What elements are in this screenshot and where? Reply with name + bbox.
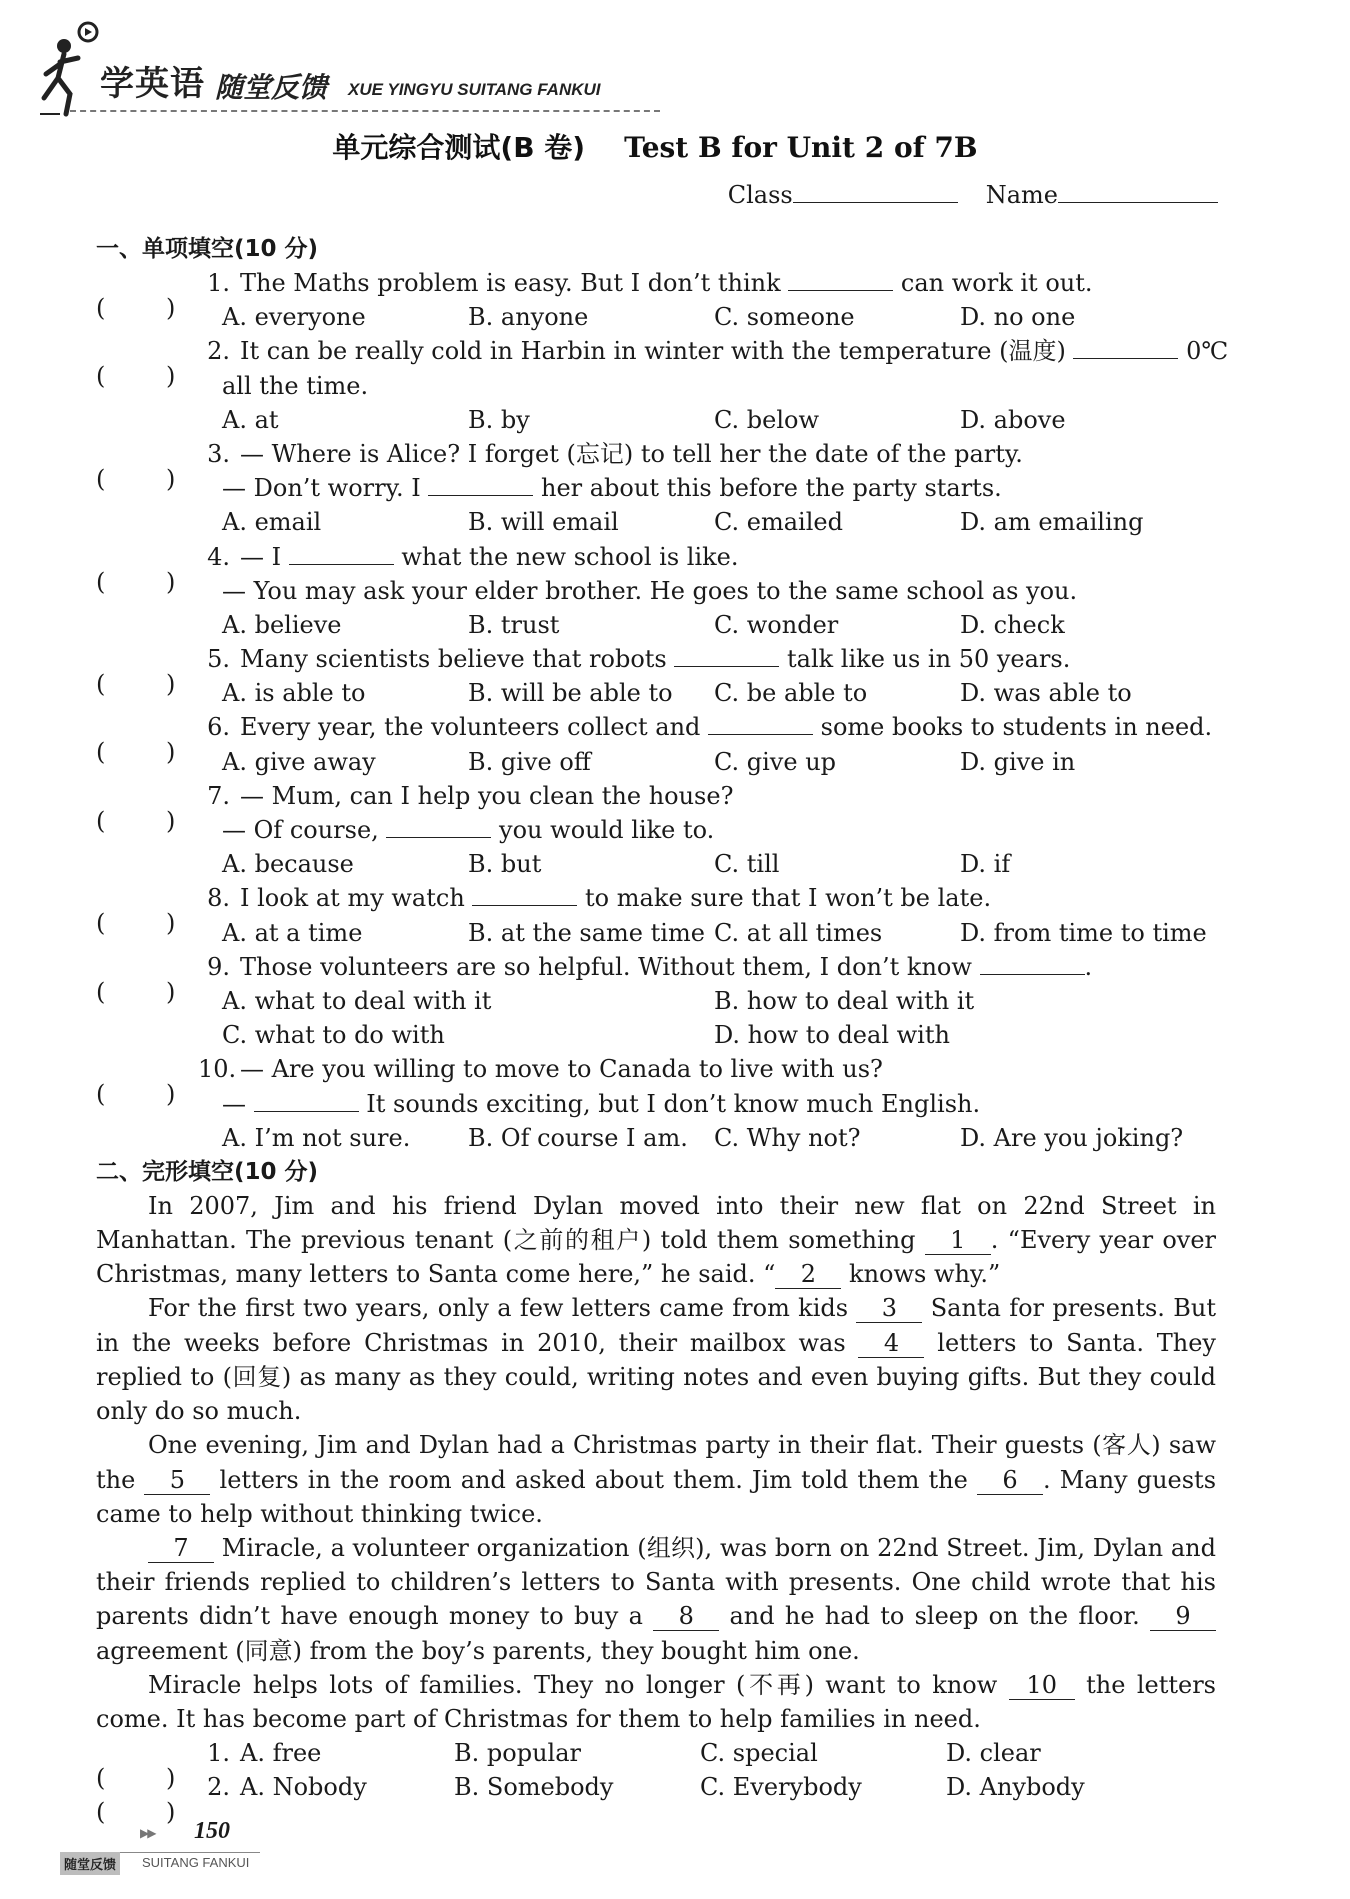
options-row — [96, 676, 1216, 710]
option: C. someone — [714, 303, 855, 332]
question-text: It sounds exciting, but I don’t know much English. — [358, 1089, 981, 1118]
option: A. is able to — [222, 679, 366, 708]
options-row — [96, 608, 1216, 642]
options-row — [96, 1018, 1216, 1052]
cloze-blank[interactable]: 8 — [653, 1602, 719, 1631]
passage-paragraph — [96, 1291, 1216, 1428]
question-row — [96, 1770, 1216, 1804]
question-number: 2. — [207, 1773, 230, 1802]
question-number: 1. — [207, 269, 230, 297]
question-number: 3. — [207, 439, 230, 468]
header-divider — [70, 110, 660, 112]
question-number: 10. — [198, 1055, 237, 1084]
class-field[interactable] — [793, 180, 958, 203]
question-text: — I — [240, 542, 289, 571]
option: D. how to deal with — [714, 1021, 950, 1050]
cloze-blank[interactable]: 3 — [856, 1294, 922, 1323]
class-label: Class — [727, 181, 793, 209]
option: A. I’m not sure. — [222, 1123, 411, 1152]
question-row — [96, 710, 1216, 744]
passage-paragraph — [96, 1668, 1216, 1736]
question-row — [96, 642, 1216, 676]
question-text: all the time. — [222, 371, 369, 400]
option: C. give up — [714, 747, 837, 776]
answer-blank[interactable] — [1073, 334, 1178, 359]
passage-text: Santa for presents. But in the weeks before Christmas in 2010, their mailbox was — [96, 1294, 1216, 1357]
option: D. Are you joking? — [960, 1123, 1184, 1152]
passage-text: . Many guests came to help without thinking twice. — [96, 1465, 1217, 1528]
option: B. Somebody — [454, 1773, 614, 1802]
option: A. give away — [222, 747, 376, 776]
question-text: I look at my watch — [240, 884, 473, 913]
option: D. from time to time — [960, 918, 1207, 947]
question-text: her about this before the party starts. — [533, 474, 1002, 503]
question-row — [96, 437, 1216, 471]
option: B. at the same time — [468, 918, 705, 947]
question-text: what the new school is like. — [393, 542, 739, 571]
option: A. Nobody — [240, 1773, 367, 1802]
option: D. above — [960, 405, 1066, 434]
series-subtitle-cn: 随堂反馈 — [215, 71, 328, 104]
option: B. trust — [468, 610, 560, 639]
answer-blank[interactable] — [386, 813, 491, 838]
option: B. popular — [454, 1739, 581, 1768]
cloze-blank[interactable]: 6 — [977, 1466, 1043, 1495]
section-2-heading: 二、完形填空(10 分) — [96, 1158, 319, 1185]
option: A. believe — [222, 610, 342, 639]
cloze-blank[interactable]: 10 — [1009, 1671, 1075, 1700]
arrow-icon: ▶▶ — [140, 1826, 155, 1840]
passage-text: One evening, Jim and Dylan had a Christmas party in their flat. Their guests (客人) saw the — [96, 1431, 1216, 1494]
option: B. Of course I am. — [468, 1123, 688, 1152]
options-row — [96, 745, 1216, 779]
option: C. below — [714, 405, 819, 434]
option: B. give off — [468, 747, 591, 776]
question-text: — Don’t worry. I — [222, 474, 429, 503]
question-text: — Mum, can I help you clean the house? — [240, 781, 734, 810]
option: C. Why not? — [714, 1123, 861, 1152]
answer-blank[interactable] — [472, 881, 577, 906]
answer-blank[interactable] — [289, 540, 394, 565]
option: D. was able to — [960, 679, 1132, 708]
question-text: — — [222, 1089, 254, 1118]
question-text: Every year, the volunteers collect and — [240, 713, 709, 742]
question-text: The Maths problem is easy. But I don’t think — [240, 269, 789, 297]
passage-paragraph — [96, 1428, 1216, 1531]
passage-text: letters in the room and asked about them. Jim told them the — [210, 1465, 977, 1494]
question-number: 4. — [207, 542, 230, 571]
student-info — [728, 180, 1218, 209]
option: C. till — [714, 850, 780, 879]
question-text: Those volunteers are so helpful. Without them, I don’t know — [240, 952, 980, 981]
passage-text: the letters come. It has become part of Christmas for them to help families in need. — [96, 1670, 1216, 1733]
answer-blank[interactable] — [708, 710, 813, 735]
option: C. Everybody — [700, 1773, 862, 1802]
option: C. be able to — [714, 679, 868, 708]
question-row — [96, 950, 1216, 984]
answer-blank[interactable] — [788, 266, 893, 291]
passage-text: . “Every year over Christmas, many letters to Santa come here,” he said. “ — [96, 1226, 1216, 1289]
options-row — [96, 847, 1216, 881]
option: D. no one — [960, 303, 1076, 332]
question-line — [96, 369, 1216, 403]
option: B. will be able to — [468, 679, 673, 708]
option: D. clear — [946, 1739, 1041, 1768]
page-footer — [60, 1818, 300, 1888]
answer-blank[interactable] — [674, 642, 779, 667]
title-en: Test B for Unit 2 of 7B — [624, 131, 978, 164]
runner-logo-icon — [30, 18, 110, 118]
question-number: 7. — [207, 781, 230, 810]
question-row — [96, 1736, 1216, 1770]
options-row — [96, 300, 1216, 334]
passage-text: agreement (同意) from the boy’s parents, they bought him one. — [96, 1636, 860, 1665]
option: B. anyone — [468, 303, 589, 332]
passage-text: Miracle, a volunteer organization (组织), was born on 22nd Street. Jim, Dylan and their friends replied to children’s letters to Santa with presents. One child wrote that his parents didn’t have enough money to buy a — [96, 1533, 1216, 1631]
option: A. email — [222, 508, 322, 537]
series-title-cn: 学英语 — [100, 64, 205, 104]
name-field[interactable] — [1058, 180, 1218, 203]
option: D. give in — [960, 747, 1076, 776]
passage-paragraph — [96, 1531, 1216, 1668]
option: B. by — [468, 405, 530, 434]
question-row — [96, 881, 1216, 915]
passage-paragraph — [96, 1189, 1216, 1292]
option: D. check — [960, 610, 1065, 639]
question-row — [96, 334, 1229, 368]
question-line — [96, 1087, 1216, 1121]
question-number: 6. — [207, 713, 230, 742]
footer-series-en: SUITANG FANKUI — [142, 1855, 250, 1870]
exam-content — [96, 232, 1229, 1805]
cloze-blank[interactable]: 7 — [148, 1534, 214, 1563]
series-header — [30, 18, 660, 123]
option: A. what to deal with it — [222, 986, 492, 1015]
question-number: 1. — [207, 1739, 230, 1768]
question-number: 9. — [207, 952, 230, 981]
question-number: 2. — [207, 337, 230, 366]
passage-text: and he had to sleep on the floor. — [719, 1602, 1151, 1631]
question-text: 0℃ — [1178, 337, 1229, 366]
question-number: 5. — [207, 645, 230, 674]
question-text: — Of course, — [222, 816, 387, 844]
options-row — [96, 1121, 1216, 1155]
answer-blank[interactable] — [980, 950, 1085, 975]
option: A. free — [240, 1739, 322, 1768]
answer-blank[interactable] — [428, 471, 533, 496]
option: C. special — [700, 1739, 818, 1768]
footer-badge: 随堂反馈 — [60, 1852, 120, 1875]
title-cn: 单元综合测试(B 卷) — [332, 131, 586, 164]
passage-text: Miracle helps lots of families. They no longer (不再) want to know — [148, 1670, 1009, 1699]
question-text: — Are you willing to move to Canada to live with us? — [240, 1055, 883, 1084]
option: A. at a time — [222, 918, 363, 947]
option: A. because — [222, 850, 354, 879]
series-title-en: XUE YINGYU SUITANG FANKUI — [348, 80, 601, 99]
question-line — [96, 574, 1216, 608]
option: C. wonder — [714, 610, 839, 639]
option: D. if — [960, 850, 1011, 879]
question-text: can work it out. — [893, 269, 1093, 297]
option: D. Anybody — [946, 1773, 1085, 1802]
question-number: 8. — [207, 884, 230, 913]
question-text: you would like to. — [491, 816, 715, 844]
option: A. at — [222, 405, 279, 434]
question-text: to make sure that I won’t be late. — [577, 884, 992, 913]
options-row — [96, 984, 1216, 1018]
option: B. how to deal with it — [714, 986, 975, 1015]
passage-text: In 2007, Jim and his friend Dylan moved into their new flat on 22nd Street in Manhattan. The previous tenant (之前的租户) told them something — [96, 1191, 1216, 1255]
question-text: — Where is Alice? I forget (忘记) to tell her the date of the party. — [240, 439, 1023, 468]
question-row — [96, 1052, 1216, 1086]
cloze-blank[interactable]: 9 — [1150, 1602, 1216, 1631]
option: C. emailed — [714, 508, 843, 537]
passage-text: letters to Santa. They replied to (回复) as many as they could, writing notes and even buying gifts. But they could only do so much. — [96, 1328, 1216, 1426]
question-text: some books to students in need. — [813, 713, 1213, 742]
question-row — [96, 779, 1216, 813]
question-text: Many scientists believe that robots — [240, 645, 675, 674]
question-text: It can be really cold in Harbin in winter with the temperature (温度) — [240, 337, 1074, 366]
option: C. at all times — [714, 918, 883, 947]
options-row — [96, 916, 1216, 950]
question-text: — You may ask your elder brother. He goes to the same school as you. — [222, 576, 1078, 605]
options-row — [96, 505, 1216, 539]
cloze-blank[interactable]: 2 — [775, 1260, 841, 1289]
cloze-blank[interactable]: 4 — [858, 1329, 924, 1358]
answer-blank[interactable] — [254, 1087, 359, 1112]
option: A. everyone — [222, 303, 366, 332]
passage-text: For the first two years, only a few letters came from kids — [148, 1294, 857, 1323]
page-title — [0, 126, 1310, 166]
options-row — [96, 403, 1216, 437]
question-line — [96, 471, 1216, 505]
question-line — [96, 813, 1216, 847]
cloze-blank[interactable]: 1 — [925, 1226, 991, 1255]
question-text: talk like us in 50 years. — [779, 645, 1071, 674]
option: C. what to do with — [222, 1021, 445, 1050]
option: D. am emailing — [960, 508, 1144, 537]
question-text: . — [1084, 952, 1093, 981]
section-1-heading: 一、单项填空(10 分) — [96, 236, 319, 262]
passage-text: knows why.” — [841, 1260, 1001, 1289]
option: B. but — [468, 850, 542, 879]
cloze-blank[interactable]: 5 — [144, 1466, 210, 1495]
question-row — [96, 540, 1216, 574]
question-row — [96, 266, 1216, 300]
page-number: 150 — [194, 1818, 230, 1844]
option: B. will email — [468, 508, 619, 537]
name-label: Name — [985, 181, 1058, 209]
